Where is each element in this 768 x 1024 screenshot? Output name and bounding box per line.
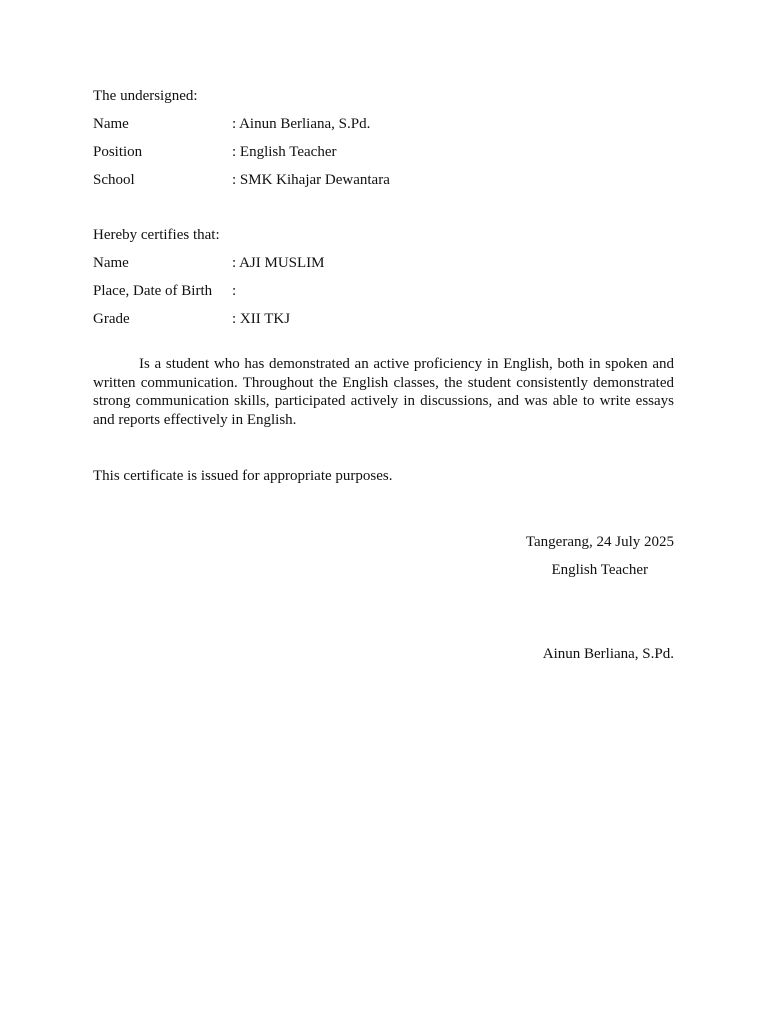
spacer (93, 430, 674, 466)
signature-name-row (93, 644, 674, 672)
field-value: : Ainun Berliana, S.Pd. (232, 116, 371, 132)
spacer (93, 337, 674, 355)
field-value: : XII TKJ (232, 311, 291, 327)
signature-space (93, 588, 674, 644)
closing-statement: This certificate is issued for appropriate purposes. (93, 467, 393, 484)
certificate-document (93, 86, 674, 672)
field-value: : English Teacher (232, 144, 337, 160)
field-label: Place, Date of Birth (93, 283, 213, 299)
student-birth-row (93, 281, 674, 309)
signer-title: English Teacher (551, 561, 648, 578)
field-label: Grade (93, 311, 130, 327)
field-label: Name (93, 255, 129, 271)
body-paragraph: Is a student who has demonstrated an active proficiency in English, both in spoken and written communication. Throughout the English classes, the student consistently demonstrated strong communication skills, participated actively in discussions, and was able to write essays and reports effectively in English. (93, 356, 674, 429)
undersigned-heading: The undersigned: (93, 88, 198, 104)
signature-place-date-row (93, 532, 674, 560)
field-value: : (232, 283, 237, 299)
certifies-heading: Hereby certifies that: (93, 227, 220, 243)
signature-title-row (93, 560, 674, 588)
undersigned-name-row (93, 114, 674, 142)
undersigned-position-row (93, 142, 674, 170)
field-value: : AJI MUSLIM (232, 255, 325, 271)
spacer (93, 494, 674, 532)
field-label: Position (93, 144, 143, 160)
spacer (93, 198, 674, 225)
student-name-row (93, 253, 674, 281)
student-grade-row (93, 309, 674, 337)
field-label: School (93, 172, 135, 188)
undersigned-school-row (93, 170, 674, 198)
field-value: : SMK Kihajar Dewantara (232, 172, 390, 188)
field-label: Name (93, 116, 129, 132)
place-date: Tangerang, 24 July 2025 (525, 533, 674, 550)
signer-name: Ainun Berliana, S.Pd. (542, 645, 674, 662)
